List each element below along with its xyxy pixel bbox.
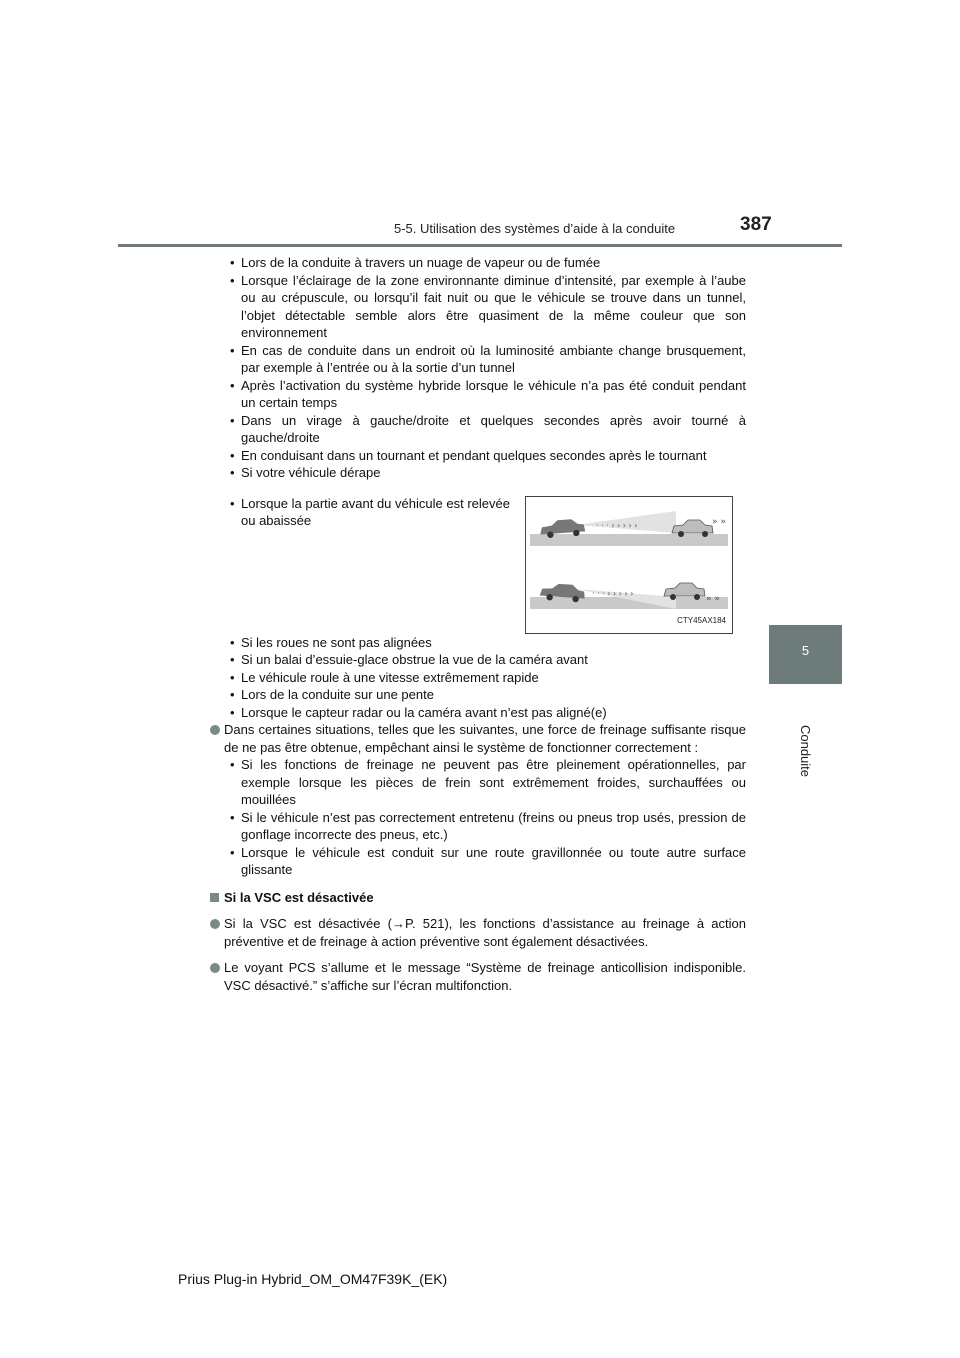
vehicle-tilt-illustration bbox=[525, 496, 733, 634]
list-item: • En cas de conduite dans un endroit où la luminosité ambiante change brusquement, par exemple à l’entrée ou à la sortie d’un tunnel bbox=[224, 342, 746, 377]
square-bullet-icon bbox=[210, 893, 219, 902]
figure-item-list bbox=[224, 495, 510, 530]
list-item: • Lors de la conduite à travers un nuage de vapeur ou de fumée bbox=[224, 254, 746, 272]
list-item: • Lorsque la partie avant du véhicule est relevée ou abaissée bbox=[224, 495, 510, 530]
signal-arrows-top: · · · › › › › › bbox=[596, 520, 638, 530]
chapter-label: Conduite bbox=[798, 724, 813, 778]
circle-bullet-icon bbox=[210, 919, 220, 929]
subheading-text: Si la VSC est désactivée bbox=[224, 889, 374, 905]
signal-arrows-bottom: · · · › › › › › bbox=[592, 588, 634, 598]
list-item: • Dans un virage à gauche/droite et quelques secondes après avoir tourné à gauche/droite bbox=[224, 412, 746, 447]
figure-row bbox=[224, 496, 746, 634]
main-content bbox=[224, 254, 746, 994]
section-title: 5-5. Utilisation des systèmes d’aide à la conduite bbox=[394, 221, 676, 236]
list-item: • Le véhicule roule à une vitesse extrêmement rapide bbox=[224, 669, 746, 687]
list-item: • Lorsque le véhicule est conduit sur une route gravillonnée ou toute autre surface glissante bbox=[224, 844, 746, 879]
arrow-end-bottom: » » bbox=[706, 593, 720, 604]
vsc-subheading bbox=[210, 889, 746, 907]
header-divider bbox=[118, 244, 842, 247]
circle-bullet-icon bbox=[210, 725, 220, 735]
chapter-number: 5 bbox=[801, 643, 810, 658]
list-item: • Lors de la conduite sur une pente bbox=[224, 686, 746, 704]
list-item: • En conduisant dans un tournant et pendant quelques secondes après le tournant bbox=[224, 447, 746, 465]
circle-bullet-icon bbox=[210, 963, 220, 973]
list-item: • Si un balai d’essuie-glace obstrue la vue de la caméra avant bbox=[224, 651, 746, 669]
manual-footer: Prius Plug-in Hybrid_OM_OM47F39K_(EK) bbox=[178, 1271, 448, 1287]
paragraph-text: Si la VSC est désactivée (→P. 521), les fonctions d’assistance au freinage à action préventive et de freinage à action préventive sont également désactivées. bbox=[224, 916, 746, 949]
condition-list-1 bbox=[224, 254, 746, 482]
vsc-paragraph-2 bbox=[210, 959, 746, 994]
paragraph-text: Le voyant PCS s’allume et le message “Système de freinage anticollision indisponible. VSC désactivé.” s’affiche sur l’écran multifonction. bbox=[224, 960, 746, 993]
braking-force-paragraph bbox=[210, 721, 746, 756]
paragraph-text: Dans certaines situations, telles que les suivantes, une force de freinage suffisante risque de ne pas être obtenue, empêchant ainsi le système de fonctionner correctement : bbox=[224, 722, 746, 755]
figure-code: CTY45AX184 bbox=[677, 616, 726, 625]
list-item: • Si votre véhicule dérape bbox=[224, 464, 746, 482]
list-item: • Si les roues ne sont pas alignées bbox=[224, 634, 746, 652]
chapter-tab[interactable] bbox=[769, 625, 842, 684]
page-number: 387 bbox=[740, 214, 772, 235]
road-top bbox=[530, 534, 728, 546]
list-item: • Si le véhicule n’est pas correctement entretenu (freins ou pneus trop usés, pression de gonflage incorrecte des pneus, etc.) bbox=[224, 809, 746, 844]
vsc-paragraph-1 bbox=[210, 915, 746, 950]
condition-list-3 bbox=[224, 756, 746, 879]
condition-list-2 bbox=[224, 634, 746, 722]
list-item: • Lorsque le capteur radar ou la caméra avant n’est pas aligné(e) bbox=[224, 704, 746, 722]
list-item: • Lorsque l’éclairage de la zone environnante diminue d’intensité, par exemple à l’aube ou au crépuscule, ou lorsqu’il fait nuit ou que le véhicule se trouve dans un tunnel, l’objet détectable semble alors être quasiment de la même couleur que son environnement bbox=[224, 272, 746, 342]
list-item: • Après l’activation du système hybride lorsque le véhicule n’a pas été conduit pendant un certain temps bbox=[224, 377, 746, 412]
arrow-end-top: » » bbox=[712, 516, 726, 527]
list-item: • Si les fonctions de freinage ne peuvent pas être pleinement opérationnelles, par exemple lorsque les pièces de frein sont extrêmement froides, surchauffées ou mouillées bbox=[224, 756, 746, 809]
